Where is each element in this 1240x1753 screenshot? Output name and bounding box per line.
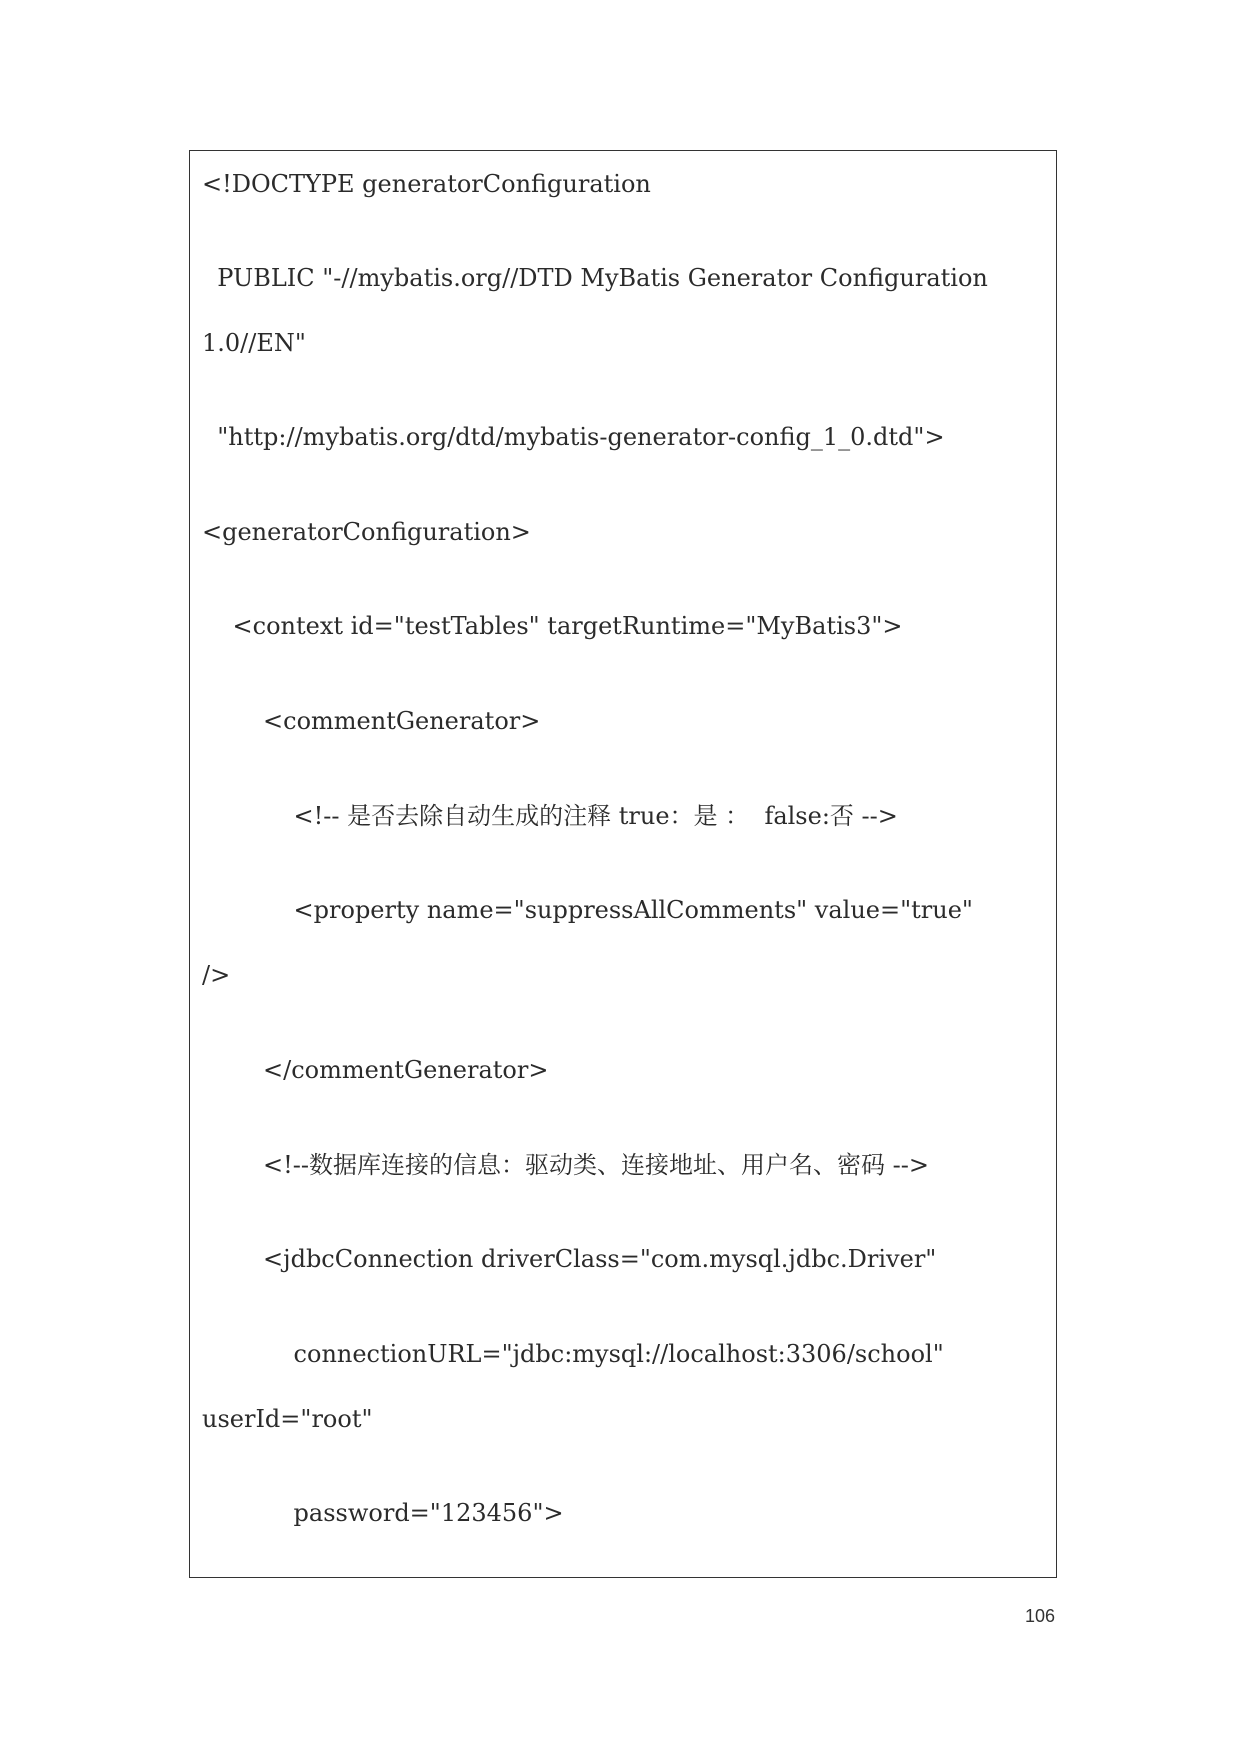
code-line: <jdbcConnection driverClass="com.mysql.jdbc.Driver" — [202, 1245, 937, 1273]
code-line: /> — [202, 961, 231, 989]
code-line: <!DOCTYPE generatorConfiguration — [202, 170, 651, 198]
code-line: userId="root" — [202, 1405, 373, 1433]
code-line: <commentGenerator> — [202, 707, 541, 735]
code-line: 1.0//EN" — [202, 329, 306, 357]
page-number: 106 — [1024, 1606, 1055, 1626]
code-box — [189, 150, 1057, 1578]
code-line: PUBLIC "-//mybatis.org//DTD MyBatis Generator Configuration — [202, 264, 988, 292]
code-line: "http://mybatis.org/dtd/mybatis-generator-config_1_0.dtd"> — [202, 423, 945, 451]
code-line: <context id="testTables" targetRuntime="MyBatis3"> — [202, 612, 903, 640]
code-line: password="123456"> — [202, 1499, 564, 1527]
code-line: <generatorConfiguration> — [202, 518, 531, 546]
code-line: <property name="suppressAllComments" value="true" — [202, 896, 973, 924]
code-line: <!-- 是否去除自动生成的注释 true：是 ： false:否 --> — [202, 802, 898, 830]
code-line: connectionURL="jdbc:mysql://localhost:3306/school" — [202, 1340, 944, 1368]
code-line: <!--数据库连接的信息：驱动类、连接地址、用户名、密码 --> — [202, 1151, 929, 1179]
code-line: </commentGenerator> — [202, 1056, 549, 1084]
